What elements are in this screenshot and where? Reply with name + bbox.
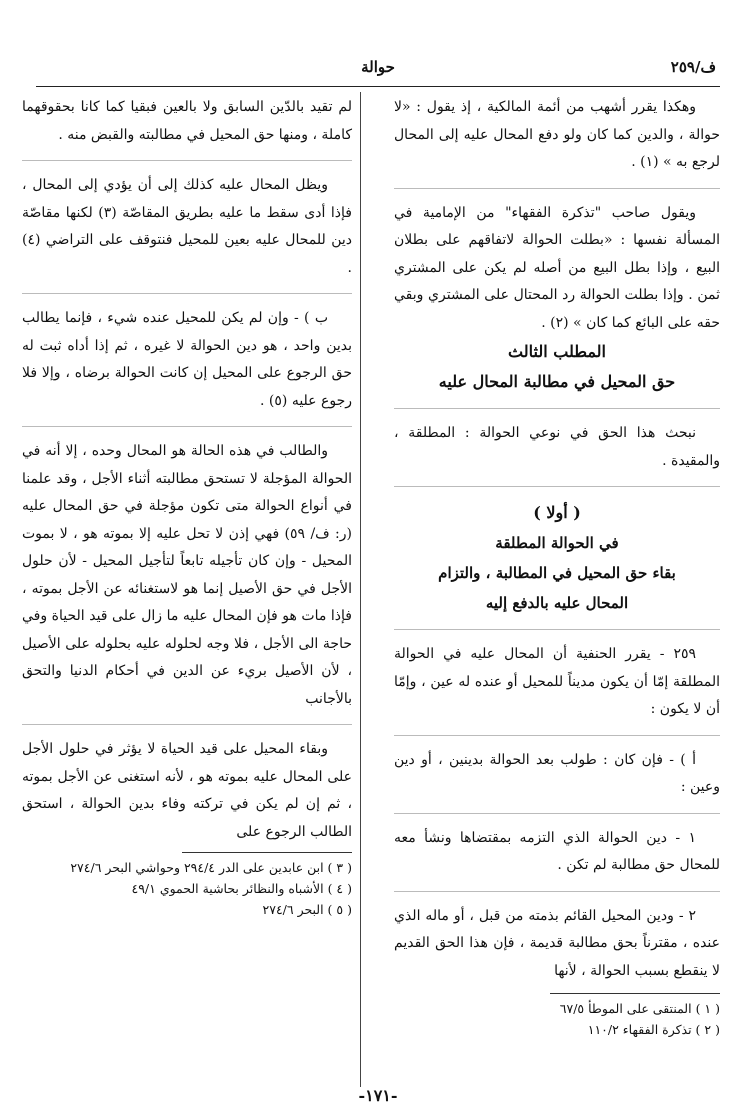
footnote: ( ٥ ) البحر ٢٧٤/٦ — [262, 902, 352, 917]
paragraph: وبقاء المحيل على قيد الحياة لا يؤثر في حلول الأجل على المحال عليه بموته هو ، لأنه استغنى عن الأجل بموته ، ثم إن لم يكن في تركته وفاء بدين الحوالة ، استحق الطالب الرجوع على — [22, 741, 352, 840]
divider — [22, 724, 352, 725]
header-rule — [36, 86, 720, 87]
paragraph: ويقول صاحب "تذكرة الفقهاء" من الإمامية في المسألة نفسها : «بطلت الحوالة لاتفاقهم على بطلان البيع ، وإذا بطل البيع من أصله لم يكن على المشتري ثمن . وإذا بطلت الحوالة رد المحتال على المشتري وبقي حقه على البائع كما كان » (٢) . — [394, 204, 720, 331]
divider — [22, 426, 352, 427]
footnote: ( ٢ ) تذكرة الفقهاء ١١٠/٢ — [587, 1022, 720, 1037]
divider — [394, 408, 720, 409]
divider — [394, 735, 720, 736]
subsection-title: المحال عليه بالدفع إليه — [485, 594, 629, 612]
paragraph: والطالب في هذه الحالة هو المحال وحده ، إلا أنه في الحوالة المؤجلة لا تستحق مطالبته أثناء الأجل ، وقد علمنا في أنواع الحوالة متى تكون مؤجلة في حق المحال عليه (ر: ف/ ٥٩) فهي إذن لا تحل عليه إلا بموته هو ، لا بموت المحيل - وإن كان تأجيله تابعاً لتأجيل المحيل - لأن حلول الأجل في حق الأصيل إنما هو لاستغنائه عن الأجل بموته ، فإذا مات هو فإن المحال عليه ما زال على قيد الحياة وفي حاجة الى الأجل ، فلا وجه لحلوله عليه بحلوله على الأصيل ، لأن الأصيل بريء عن الدين في أحكام الدنيا والتحق بالأجانب — [22, 443, 352, 707]
footnote: ( ١ ) المنتقى على الموطأ ٦٧/٥ — [559, 1001, 720, 1016]
section-subheading: حق المحيل في مطالبة المحال عليه — [438, 372, 676, 391]
running-title: حوالة — [361, 58, 395, 76]
subsection-title: بقاء حق المحيل في المطالبة ، والتزام — [438, 564, 676, 582]
divider — [394, 813, 720, 814]
right-column — [394, 94, 720, 1040]
divider — [22, 160, 352, 161]
subsection-title: في الحوالة المطلقة — [495, 534, 619, 552]
paragraph: لم تقيد بالدّين السابق ولا بالعين فبقيا كما كانا بحقوقهما كاملة ، ومنها حق المحيل في مطالبته والقبض منه . — [22, 99, 352, 143]
paragraph: ويظل المحال عليه كذلك إلى أن يؤدي إلى المحال ، فإذا أدى سقط ما عليه بطريق المقاصّة (٣) لكنها مقاصّة دين للمحال عليه بعين للمحيل فنتوقف على التراضي (٤) . — [22, 177, 353, 276]
divider — [22, 293, 352, 294]
divider — [394, 486, 720, 487]
divider — [394, 188, 720, 189]
footnote-rule — [182, 852, 352, 853]
paragraph: وهكذا يقرر أشهب من أئمة المالكية ، إذ يقول : «لا حوالة ، والدين كما كان ولو دفع المحال عليه إلى المحال لرجع به » (١) . — [394, 99, 720, 170]
section-heading: المطلب الثالث — [508, 342, 606, 361]
left-column — [22, 94, 352, 920]
subsection-heading: ( أولا ) — [533, 503, 581, 522]
paragraph: ١ - دين الحوالة الذي التزمه بمقتضاها ونشأ معه للمحال حق مطالبة لم تكن . — [394, 829, 720, 873]
page-header — [40, 58, 716, 84]
section-reference: ف/٢٥٩ — [670, 58, 716, 76]
footnote: ( ٤ ) الأشباه والنظائر بحاشية الحموي ٤٩/١ — [131, 881, 352, 896]
paragraph: ٢ - ودين المحيل القائم بذمته من قبل ، أو ماله الذي عنده ، مقترناً بحق مطالبة قديمة ، فإن هذا الحق القديم لا ينقطع بسبب الحوالة ، لأنها — [394, 907, 720, 979]
divider — [394, 891, 720, 892]
page-number: -١٧١- — [358, 1086, 398, 1105]
footnote-rule — [550, 993, 720, 994]
paragraph: نبحث هذا الحق في نوعي الحوالة : المطلقة ، والمقيدة . — [394, 425, 720, 469]
paragraph: ٢٥٩ - يقرر الحنفية أن المحال عليه في الحوالة المطلقة إمّا أن يكون مديناً للمحيل أو عنده له عين ، وإمّا أن لا يكون : — [394, 646, 720, 717]
footnote: ( ٣ ) ابن عابدين على الدر ٢٩٤/٤ وحواشي البحر ٢٧٤/٦ — [70, 860, 352, 875]
paragraph: ب ) - وإن لم يكن للمحيل عنده شيء ، فإنما يطالب بدين واحد ، هو دين الحوالة لا غيره ، ثم إذا أداه ثبت له حق الرجوع على المحيل إن كانت الحوالة برضاه ، وإلا فلا رجوع عليه (٥) . — [22, 310, 352, 409]
paragraph: أ ) - فإن كان : طولب بعد الحوالة بدينين ، أو دين وعين : — [394, 751, 720, 795]
column-divider — [360, 92, 361, 1087]
divider — [394, 629, 720, 630]
